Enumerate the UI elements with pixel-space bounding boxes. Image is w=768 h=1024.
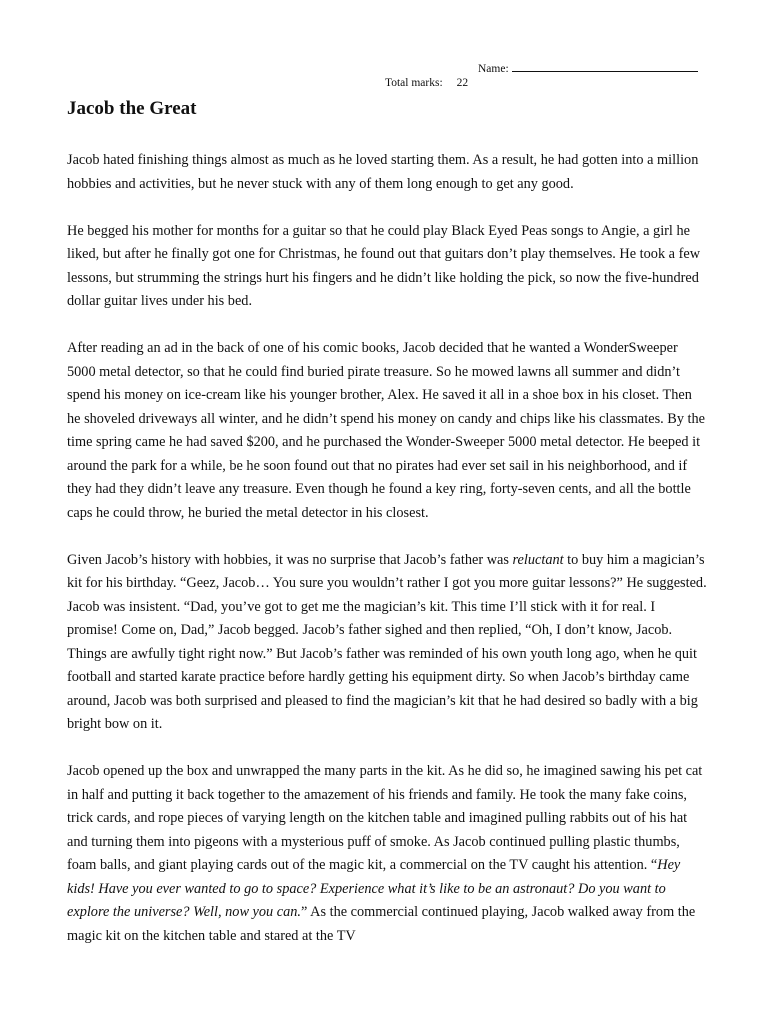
paragraph-2: He begged his mother for months for a guitar so that he could play Black Eyed Peas songs to Angie, a girl he liked, but after he finally got one for Christmas, he found out that guitars don’t play themselves. He took a few lessons, but strumming the strings hurt his fingers and he didn’t like holding the pick, so now the five-hundred dollar guitar lives under his bed.	[67, 222, 701, 309]
story-title: Jacob the Great	[67, 98, 197, 119]
paragraph-4-text-b: to buy him a magician’s kit for his birthday. “Geez, Jacob… You sure you wouldn’t rather I got you more guitar lessons?” He suggested. Jacob was insistent. “Dad, you’ve got to get me the magician’s kit. This time I’ll stick with it for real. I promise! Come on, Dad,” Jacob begged. Jacob’s father sighed and then replied, “Oh, I don’t know, Jacob. Things are awfully tight right now.” But Jacob’s father was reminded of his own youth long ago, when he quit football and started karate practice before hardly getting his equipment dirty. So when Jacob’s birthday came around, Jacob was both surprised and pleased to find the magician’s kit that he had desired so badly with a big bright bow on it.	[67, 551, 707, 732]
name-field-row	[478, 60, 698, 76]
story-body	[67, 149, 707, 972]
paragraph-5	[67, 760, 707, 948]
name-label: Name:	[478, 63, 509, 75]
name-blank-line[interactable]	[512, 60, 698, 72]
paragraph-5-text-b: ” As the commercial continued playing, Jacob walked away from the magic kit on the kitchen table and stared at the TV	[67, 904, 696, 944]
total-marks-row	[385, 76, 468, 90]
total-marks-value: 22	[456, 77, 469, 89]
paragraph-4-italic: reluctant	[512, 551, 564, 568]
paragraph-4-text-a: Given Jacob’s history with hobbies, it was no surprise that Jacob’s father was	[67, 551, 513, 568]
paragraph-4	[67, 549, 707, 737]
total-marks-label: Total marks:	[385, 77, 443, 89]
paragraph-5-italic: Hey kids! Have you ever wanted to go to space? Experience what it’s like to be an astronaut? Do you want to explore the universe? Well, now you can.	[67, 857, 681, 920]
paragraph-1: Jacob hated finishing things almost as much as he loved starting them. As a result, he had gotten into a million hobbies and activities, but he never stuck with any of them long enough to get any good.	[67, 152, 699, 192]
paragraph-5-text-a: Jacob opened up the box and unwrapped the many parts in the kit. As he did so, he imagined sawing his pet cat in half and putting it back together to the amazement of his friends and family. He took the many fake coins, trick cards, and rope pieces of varying length on the kitchen table and imagined pulling rabbits out of his hat and turning them into pigeons with a mysterious puff of smoke. As Jacob continued pulling plastic thumbs, foam balls, and giant playing cards out of the magic kit, a commercial on the TV caught his attention. “	[67, 763, 703, 873]
paragraph-3: After reading an ad in the back of one of his comic books, Jacob decided that he wanted a WonderSweeper 5000 metal detector, so that he could find buried pirate treasure. So he mowed lawns all summer and didn’t spend his money on ice-cream like his younger brother, Alex. He saved it all in a shoe box in his closet. Then he shoveled driveways all winter, and he didn’t spend his money on candy and chips like his classmates. By the time spring came he had saved $200, and he purchased the Wonder-Sweeper 5000 metal detector. He beeped it around the park for a while, be he soon found out that no pirates had ever set sail in his neighborhood, and if they had they didn’t leave any treasure. Even though he found a key ring, forty-seven cents, and all the bottle caps he could throw, he buried the metal detector in his closest.	[67, 340, 706, 521]
